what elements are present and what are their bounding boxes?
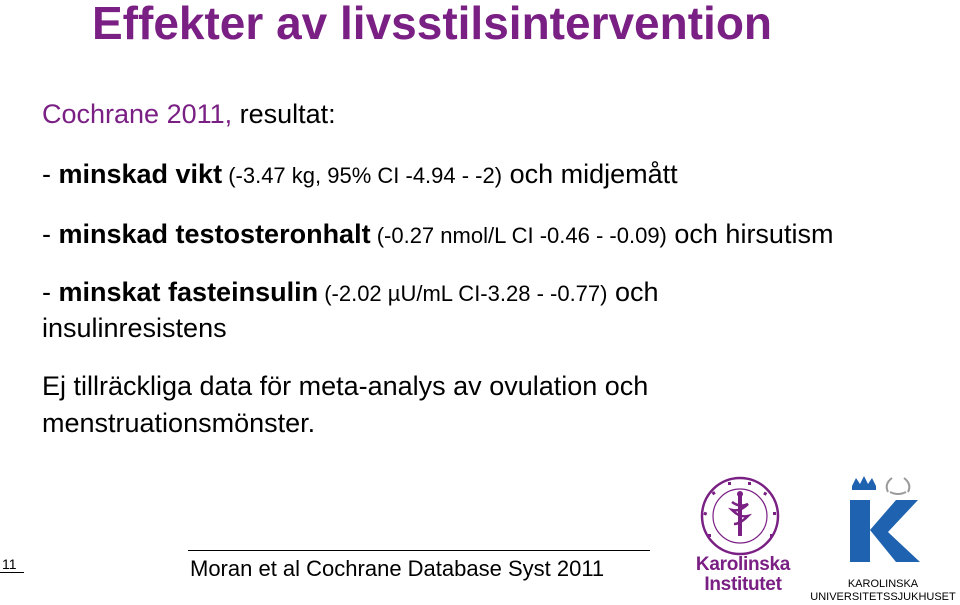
item-detail: (-0.27 nmol/L CI -0.46 - -0.09): [370, 223, 667, 248]
kus-line1: KAROLINSKA: [847, 578, 919, 590]
conclusion-line1: Ej tillräckliga data för meta-analys av ovulation och: [42, 371, 649, 401]
slide-title: Effekter av livsstilsintervention: [92, 0, 773, 49]
kus-wordmark: [808, 578, 958, 604]
item-bold-label: minskad testosteronhalt: [58, 219, 371, 249]
item-bold-label: minskad vikt: [58, 159, 223, 189]
karolinska-institutet-wordmark: [693, 555, 793, 595]
page-number: 11: [0, 556, 24, 573]
item-tail-line2: insulinresistens: [42, 313, 227, 343]
item-tail: och hirsutism: [666, 219, 834, 249]
result-item-testosterone: [42, 218, 833, 250]
citation: Moran et al Cochrane Database Syst 2011: [190, 556, 605, 581]
item-tail: och midjemått: [502, 159, 678, 189]
conclusion: [42, 370, 648, 439]
item-detail: (-2.02 µU/mL CI-3.28 - -0.77): [318, 281, 608, 306]
result-item-weight: [42, 158, 678, 190]
conclusion-line2: menstruationsmönster.: [42, 408, 316, 438]
item-detail: (-3.47 kg, 95% CI -4.94 - -2): [222, 163, 503, 188]
item-prefix: -: [42, 219, 59, 249]
kus-line2: UNIVERSITETSSJUKHUSET: [810, 591, 956, 603]
result-item-insulin: [42, 276, 659, 344]
source-suffix: resultat:: [232, 99, 336, 129]
item-bold-label: minskat fasteinsulin: [58, 277, 319, 307]
source-heading: [42, 98, 336, 130]
footer-divider: [188, 550, 650, 551]
item-prefix: -: [42, 277, 59, 307]
item-tail: och: [607, 277, 659, 307]
item-prefix: -: [42, 159, 59, 189]
ki-line2: Institutet: [704, 574, 782, 595]
ki-line1: Karolinska: [695, 554, 791, 575]
source-intro: Cochrane 2011,: [42, 99, 233, 129]
